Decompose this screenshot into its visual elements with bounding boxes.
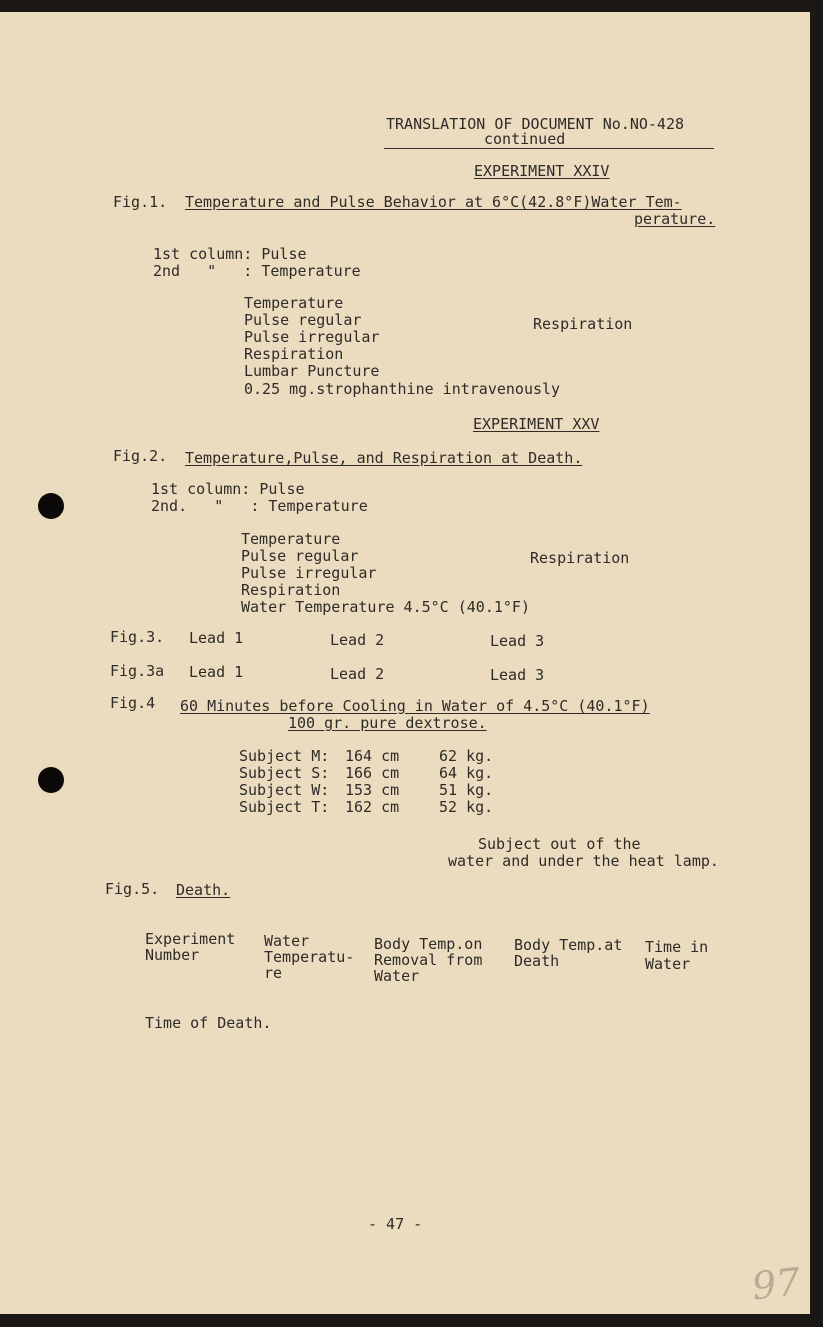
subject-name: Subject W:	[239, 781, 330, 799]
fig5-column-header: Removal from	[374, 951, 483, 969]
fig5-column-header: Temperatu-	[264, 948, 355, 966]
fig5-column-header: Death	[514, 952, 560, 970]
fig5-label: Fig.5.	[105, 880, 160, 898]
fig4-title: 60 Minutes before Cooling in Water of 4.5°C (40.1°F)	[180, 697, 650, 715]
fig1-column2: 2nd " : Temperature	[153, 262, 361, 280]
fig2-label: Fig.2.	[113, 447, 168, 465]
document-subtitle: continued	[484, 130, 566, 148]
fig3a-lead-3: Lead 3	[490, 666, 545, 684]
fig1-title: Temperature and Pulse Behavior at 6°C(42.8°F)Water Tem-	[185, 193, 682, 211]
fig1-legend-item: Pulse regular	[244, 311, 362, 329]
fig5-column-header: Number	[145, 946, 200, 964]
fig4-title-line2: 100 gr. pure dextrose.	[288, 714, 487, 732]
fig1-legend-item: Respiration	[244, 345, 344, 363]
punch-hole-bottom	[38, 767, 64, 793]
experiment-25-heading: EXPERIMENT XXV	[473, 415, 600, 433]
header-rule	[384, 148, 714, 149]
document-title: TRANSLATION OF DOCUMENT No.NO-428	[386, 115, 685, 133]
fig4-note-line1: Subject out of the	[478, 835, 641, 853]
fig3a-lead-2: Lead 2	[330, 665, 385, 683]
experiment-24-heading: EXPERIMENT XXIV	[474, 162, 610, 180]
subject-weight: 62 kg.	[439, 747, 494, 765]
subject-height: 166 cm	[345, 764, 400, 782]
fig3-label: Fig.3.	[110, 628, 165, 646]
fig1-column1: 1st column: Pulse	[153, 245, 307, 263]
fig5-column-header: re	[264, 964, 283, 982]
fig5-column-header: Water	[645, 955, 691, 973]
fig2-legend-item: Pulse irregular	[241, 564, 377, 582]
fig5-column-header: Body Temp.on	[374, 935, 483, 953]
fig2-legend-item: Water Temperature 4.5°C (40.1°F)	[241, 598, 530, 616]
subject-height: 153 cm	[345, 781, 400, 799]
document-page	[0, 12, 810, 1314]
subject-height: 164 cm	[345, 747, 400, 765]
fig1-legend-item: Temperature	[244, 294, 344, 312]
fig2-column2: 2nd. " : Temperature	[151, 497, 368, 515]
fig1-label: Fig.1.	[113, 193, 168, 211]
subject-height: 162 cm	[345, 798, 400, 816]
subject-weight: 64 kg.	[439, 764, 494, 782]
fig2-legend-item: Temperature	[241, 530, 341, 548]
fig5-column-header: Time in	[645, 938, 709, 956]
fig4-note-line2: water and under the heat lamp.	[448, 852, 719, 870]
fig5-column-header: Water	[374, 967, 420, 985]
fig2-title: Temperature,Pulse, and Respiration at Death.	[185, 449, 583, 467]
fig1-legend-item: 0.25 mg.strophanthine intravenously	[244, 380, 561, 398]
fig5-title: Death.	[176, 881, 231, 899]
fig3-lead-1: Lead 1	[189, 629, 244, 647]
punch-hole-top	[38, 493, 64, 519]
fig1-legend-item: Pulse irregular	[244, 328, 380, 346]
fig2-respiration-label: Respiration	[530, 549, 630, 567]
subject-name: Subject T:	[239, 798, 330, 816]
page-number: - 47 -	[368, 1215, 423, 1233]
fig5-column-header: Water	[264, 932, 310, 950]
fig3a-lead-1: Lead 1	[189, 663, 244, 681]
fig1-title-cont: perature.	[634, 210, 716, 228]
fig1-respiration-label: Respiration	[533, 315, 633, 333]
fig5-column-header: Body Temp.at	[514, 936, 623, 954]
fig3-lead-3: Lead 3	[490, 632, 545, 650]
subject-weight: 52 kg.	[439, 798, 494, 816]
subject-weight: 51 kg.	[439, 781, 494, 799]
subject-name: Subject M:	[239, 747, 330, 765]
handwritten-page-number: 97	[749, 1259, 803, 1309]
fig2-legend-item: Respiration	[241, 581, 341, 599]
fig3a-label: Fig.3a	[110, 662, 165, 680]
subject-name: Subject S:	[239, 764, 330, 782]
fig4-label: Fig.4	[110, 694, 156, 712]
time-of-death-label: Time of Death.	[145, 1014, 272, 1032]
fig5-column-header: Experiment	[145, 930, 236, 948]
fig3-lead-2: Lead 2	[330, 631, 385, 649]
fig1-legend-item: Lumbar Puncture	[244, 362, 380, 380]
fig2-legend-item: Pulse regular	[241, 547, 359, 565]
fig2-column1: 1st column: Pulse	[151, 480, 305, 498]
